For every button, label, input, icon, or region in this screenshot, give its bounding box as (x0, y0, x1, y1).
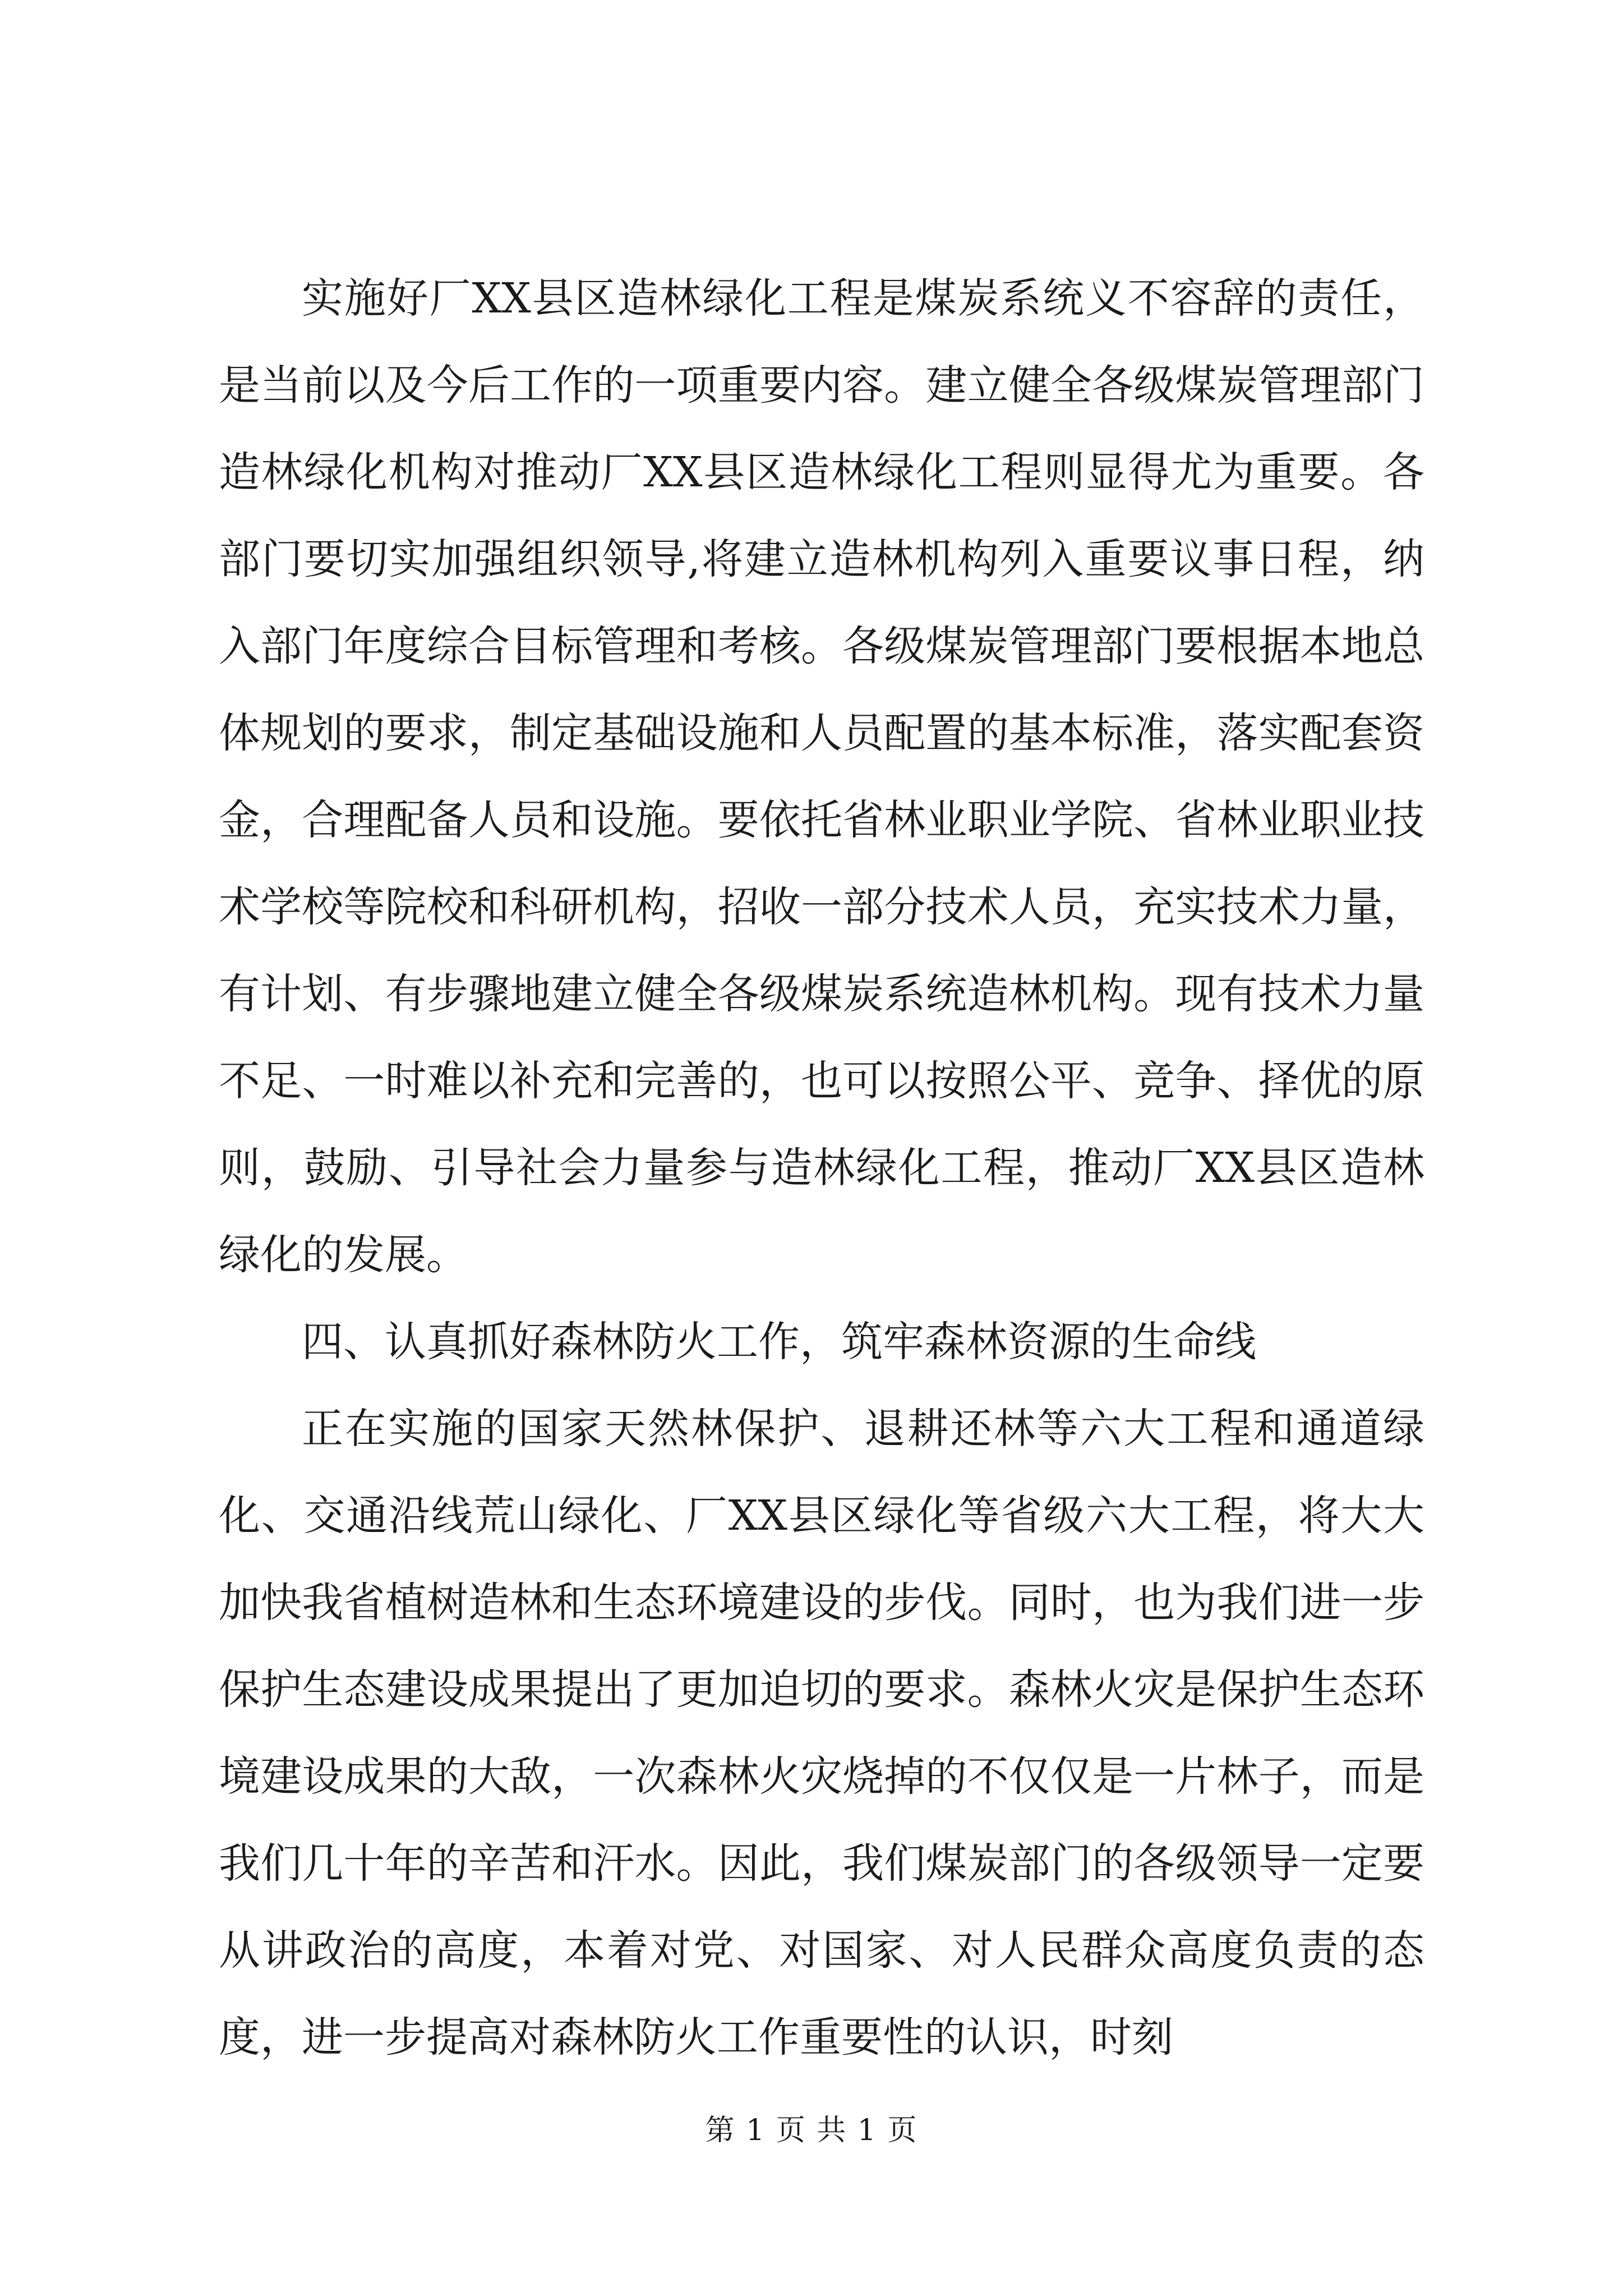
section-heading-fire-prevention: 四、认真抓好森林防火工作，筑牢森林资源的生命线 (302, 1318, 1256, 1366)
paragraph-afforestation-institutions: 实施好厂XX县区造林绿化工程是煤炭系统义不容辞的责任，是当前以及今后工作的一项重要内容。建立健全各级煤炭管理部门造林绿化机构对推动厂XX县区造林绿化工程则显得尤为重要。各部门要切实加强组织领导,将建立造林机构列入重要议事日程，纳入部门年度综合目标管理和考核。各级煤炭管理部门要根据本地总体规划的要求，制定基础设施和人员配置的基本标准，落实配套资金，合理配备人员和设施。要依托省林业职业学院、省林业职业技术学校等院校和科研机构，招收一部分技术人员，充实技术力量，有计划、有步骤地建立健全各级煤炭系统造林机构。现有技术力量不足、一时难以补充和完善的，也可以按照公平、竞争、择优的原则，鼓励、引导社会力量参与造林绿化工程，推动厂XX县区造林绿化的发展。 (219, 274, 1424, 1279)
page-footer: 第 1 页 共 1 页 (705, 2114, 918, 2147)
document-body (219, 255, 1424, 2081)
paragraph-fire-prevention: 正在实施的国家天然林保护、退耕还林等六大工程和通道绿化、交通沿线荒山绿化、厂XX县区绿化等省级六大工程，将大大加快我省植树造林和生态环境建设的步伐。同时，也为我们进一步保护生态建设成果提出了更加迫切的要求。森林火灾是保护生态环境建设成果的大敌，一次森林火灾烧掉的不仅仅是一片林子，而是我们几十年的辛苦和汗水。因此，我们煤炭部门的各级领导一定要从讲政治的高度，本着对党、对国家、对人民群众高度负责的态度，进一步提高对森林防火工作重要性的认识，时刻 (219, 1405, 1424, 2062)
